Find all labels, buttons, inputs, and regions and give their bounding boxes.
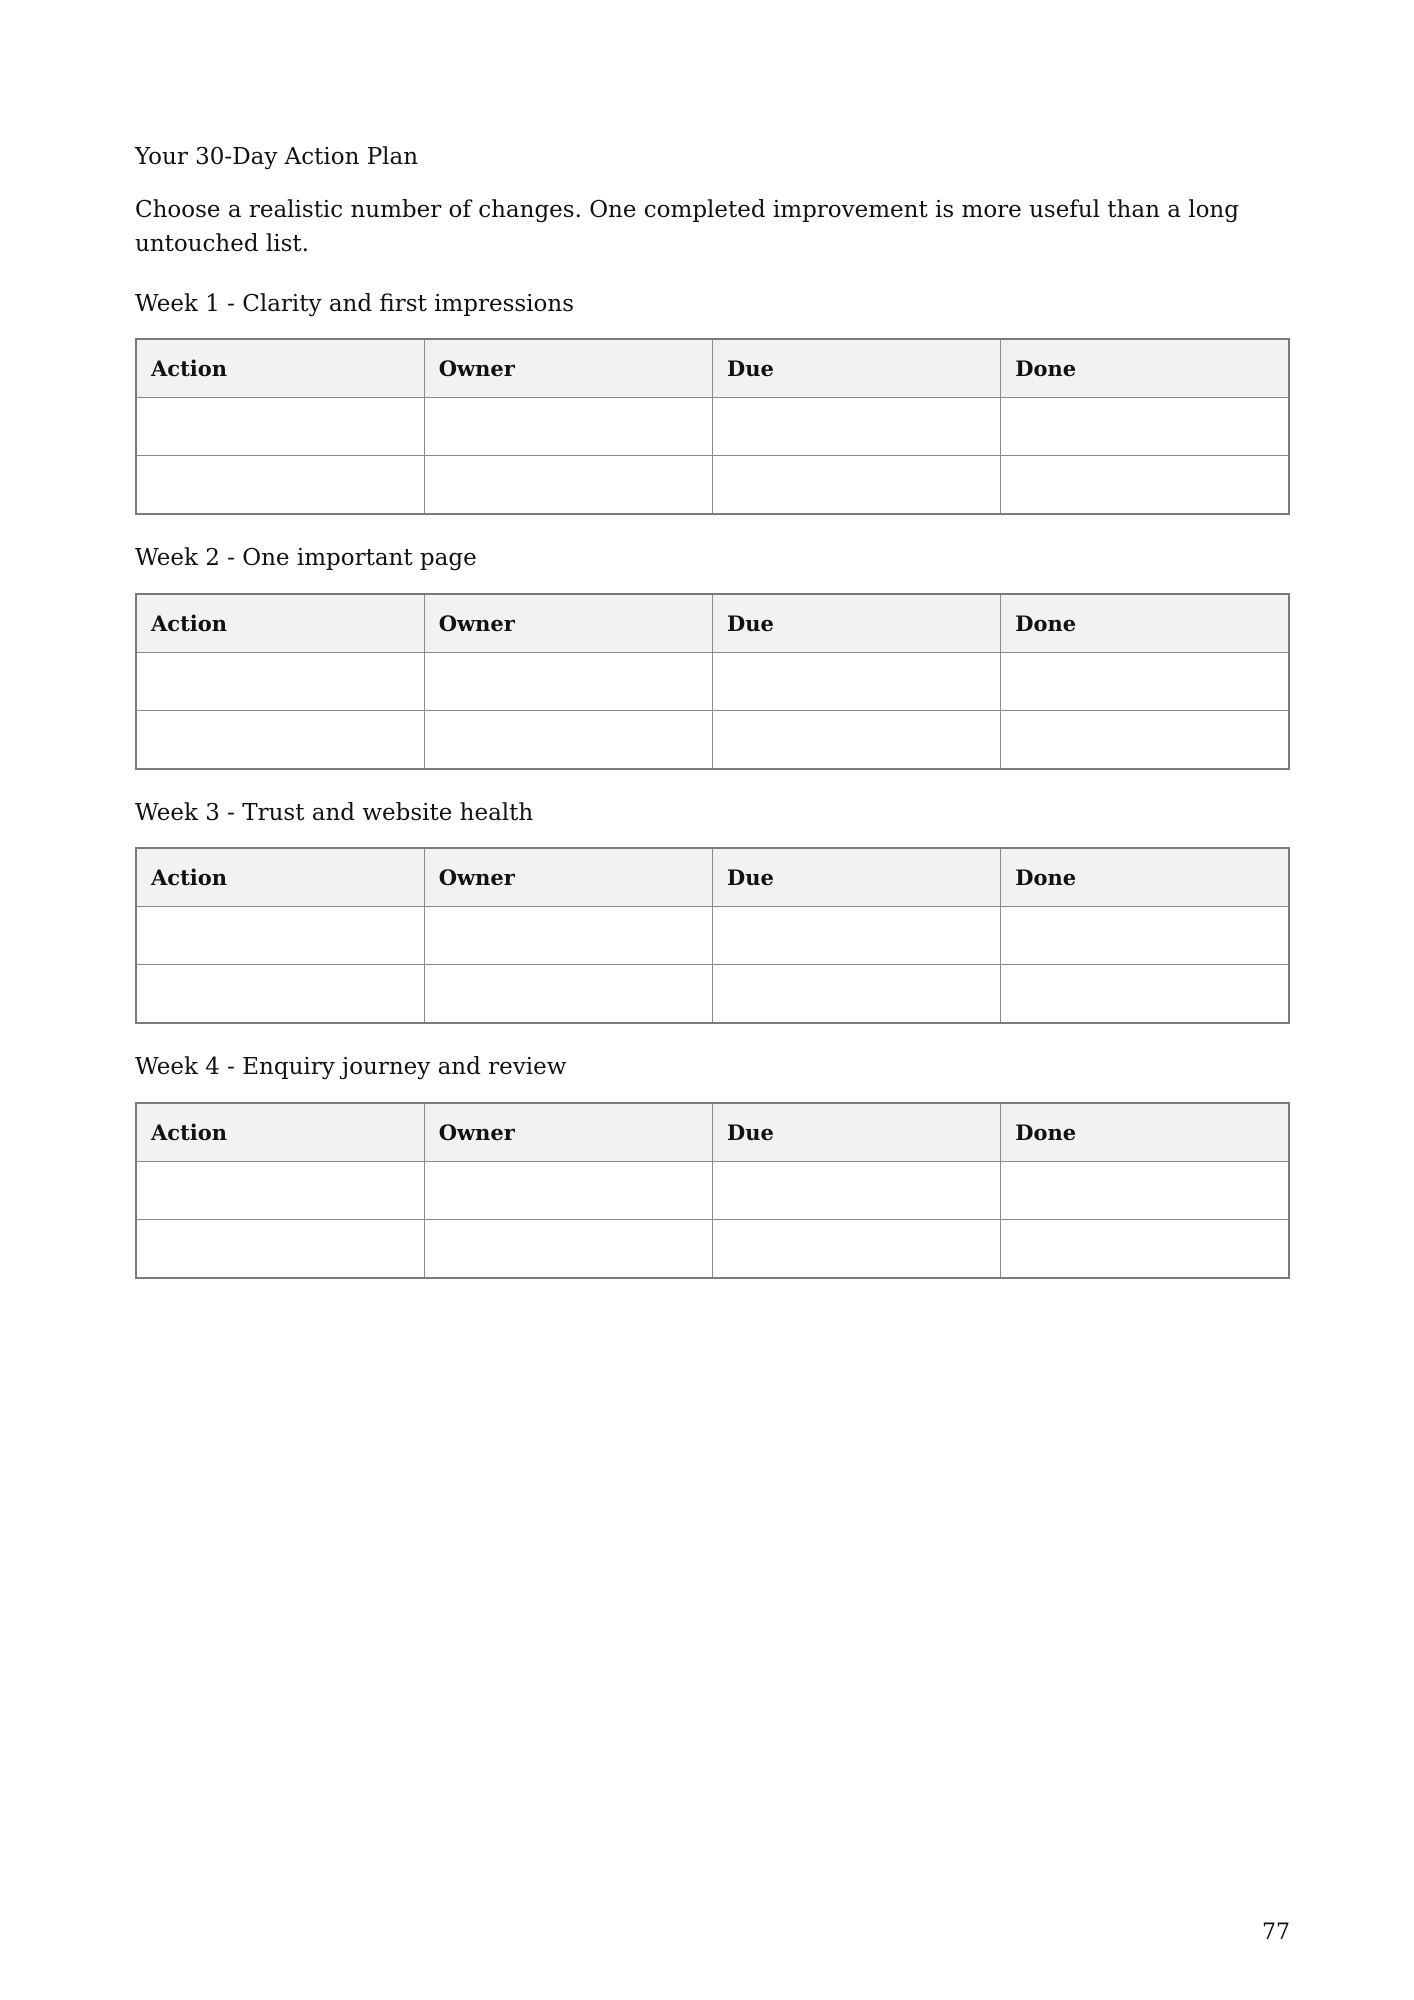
column-header-due: Due	[713, 339, 1001, 398]
done-cell[interactable]	[1001, 965, 1289, 1024]
owner-cell[interactable]	[424, 1162, 712, 1220]
done-cell[interactable]	[1001, 1162, 1289, 1220]
table-row	[136, 398, 1289, 456]
table-row	[136, 711, 1289, 770]
page-title: Your 30-Day Action Plan	[135, 144, 419, 170]
table-row	[136, 653, 1289, 711]
column-header-owner: Owner	[424, 594, 712, 653]
action-cell[interactable]	[136, 1162, 424, 1220]
column-header-owner: Owner	[424, 1103, 712, 1162]
owner-cell[interactable]	[424, 907, 712, 965]
table-header-row	[136, 848, 1289, 907]
week-4-heading: Week 4 - Enquiry journey and review	[135, 1054, 567, 1080]
done-cell[interactable]	[1001, 1220, 1289, 1279]
table-row	[136, 456, 1289, 515]
week-4-table	[135, 1102, 1290, 1279]
due-cell[interactable]	[713, 1220, 1001, 1279]
action-cell[interactable]	[136, 907, 424, 965]
week-3-table	[135, 847, 1290, 1024]
owner-cell[interactable]	[424, 398, 712, 456]
done-cell[interactable]	[1001, 907, 1289, 965]
action-cell[interactable]	[136, 1220, 424, 1279]
column-header-done: Done	[1001, 339, 1289, 398]
table-row	[136, 965, 1289, 1024]
due-cell[interactable]	[713, 711, 1001, 770]
action-cell[interactable]	[136, 398, 424, 456]
done-cell[interactable]	[1001, 398, 1289, 456]
owner-cell[interactable]	[424, 653, 712, 711]
column-header-done: Done	[1001, 848, 1289, 907]
due-cell[interactable]	[713, 1162, 1001, 1220]
column-header-owner: Owner	[424, 848, 712, 907]
column-header-action: Action	[136, 339, 424, 398]
table-header-row	[136, 339, 1289, 398]
done-cell[interactable]	[1001, 456, 1289, 515]
table-header-row	[136, 1103, 1289, 1162]
action-cell[interactable]	[136, 965, 424, 1024]
action-cell[interactable]	[136, 711, 424, 770]
column-header-owner: Owner	[424, 339, 712, 398]
owner-cell[interactable]	[424, 456, 712, 515]
due-cell[interactable]	[713, 653, 1001, 711]
done-cell[interactable]	[1001, 711, 1289, 770]
due-cell[interactable]	[713, 398, 1001, 456]
column-header-done: Done	[1001, 594, 1289, 653]
action-cell[interactable]	[136, 456, 424, 515]
week-2-table	[135, 593, 1290, 770]
owner-cell[interactable]	[424, 711, 712, 770]
due-cell[interactable]	[713, 907, 1001, 965]
column-header-action: Action	[136, 1103, 424, 1162]
week-2-heading: Week 2 - One important page	[135, 545, 477, 571]
table-row	[136, 1220, 1289, 1279]
action-cell[interactable]	[136, 653, 424, 711]
due-cell[interactable]	[713, 456, 1001, 515]
owner-cell[interactable]	[424, 1220, 712, 1279]
table-row	[136, 907, 1289, 965]
column-header-action: Action	[136, 594, 424, 653]
page-number: 77	[1262, 1920, 1290, 1945]
week-1-table	[135, 338, 1290, 515]
owner-cell[interactable]	[424, 965, 712, 1024]
table-row	[136, 1162, 1289, 1220]
week-1-heading: Week 1 - Clarity and first impressions	[135, 291, 574, 317]
week-3-heading: Week 3 - Trust and website health	[135, 800, 534, 826]
due-cell[interactable]	[713, 965, 1001, 1024]
table-header-row	[136, 594, 1289, 653]
column-header-done: Done	[1001, 1103, 1289, 1162]
intro-paragraph: Choose a realistic number of changes. One completed improvement is more useful than a long untouched list.	[135, 197, 1239, 257]
done-cell[interactable]	[1001, 653, 1289, 711]
column-header-due: Due	[713, 848, 1001, 907]
column-header-due: Due	[713, 594, 1001, 653]
column-header-action: Action	[136, 848, 424, 907]
column-header-due: Due	[713, 1103, 1001, 1162]
